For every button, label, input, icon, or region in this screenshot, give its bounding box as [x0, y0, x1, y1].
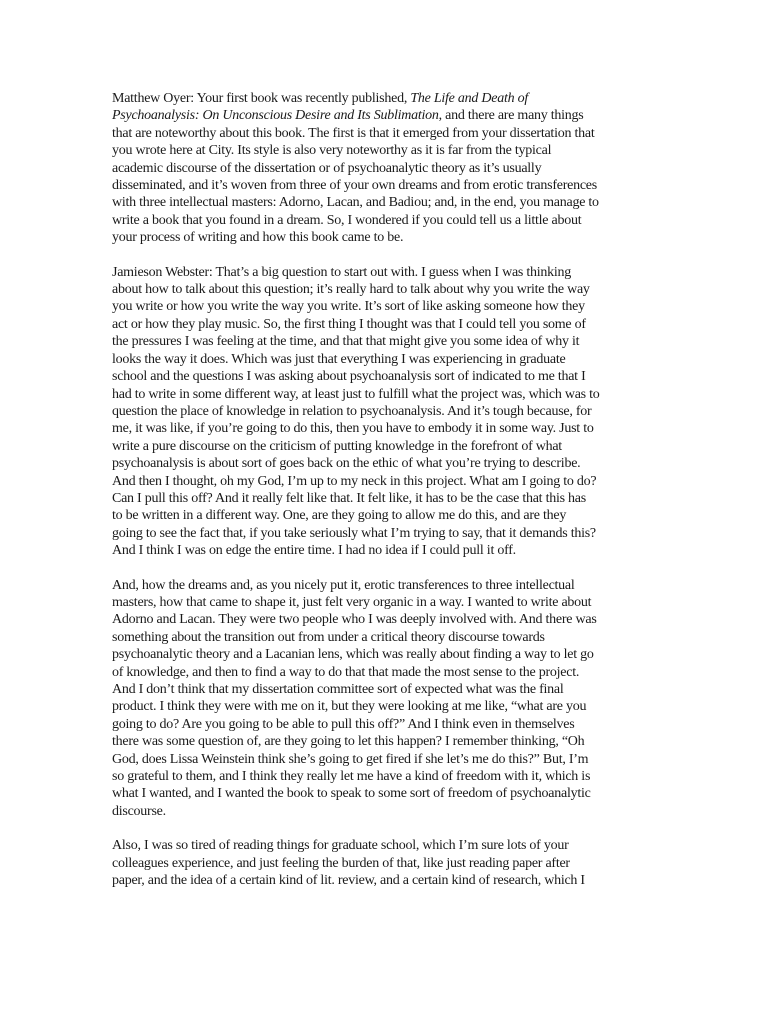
text-line — [112, 194, 653, 211]
paragraph-1 — [112, 90, 653, 247]
line-text: Also, I was so tired of reading things for graduate school, which I’m sure lots of your — [112, 838, 569, 854]
text-line — [112, 420, 653, 437]
line-text: you write or how you write the way you write. It’s sort of like asking someone how they — [112, 299, 585, 315]
line-text: about how to talk about this question; it’s really hard to talk about why you write the way — [112, 282, 590, 298]
text-line — [112, 298, 653, 315]
text-line — [112, 803, 653, 820]
line-text: act or how they play music. So, the first thing I thought was that I could tell you some of — [112, 316, 586, 332]
line-text: , and there are many things — [438, 108, 584, 124]
line-text: me, it was like, if you’re going to do this, then you have to embody it in some way. Just to — [112, 421, 594, 437]
line-text: Matthew Oyer: Your first book was recently published, — [112, 91, 411, 106]
text-line — [112, 577, 653, 594]
text-line — [112, 525, 653, 542]
line-text: paper, and the idea of a certain kind of lit. review, and a certain kind of research, which I — [112, 873, 585, 889]
line-text: so grateful to them, and I think they really let me have a kind of freedom with it, which is — [112, 769, 591, 785]
line-text: to be written in a different way. One, are they going to allow me do this, and are they — [112, 508, 567, 524]
text-line — [112, 698, 653, 715]
text-line — [112, 855, 653, 872]
line-text: that are noteworthy about this book. The first is that it emerged from your dissertation that — [112, 125, 595, 141]
text-line — [112, 542, 653, 559]
line-text: with three intellectual masters: Adorno, Lacan, and Badiou; and, in the end, you manage to — [112, 195, 599, 211]
line-text: write a book that you found in a dream. So, I wondered if you could tell us a little about — [112, 212, 582, 228]
text-line — [112, 490, 653, 507]
text-line — [112, 386, 653, 403]
line-text: academic discourse of the dissertation or of psychoanalytic theory as it’s usually — [112, 160, 542, 176]
line-text: product. I think they were with me on it, but they were looking at me like, “what are you — [112, 699, 587, 715]
line-text: And then I thought, oh my God, I’m up to my neck in this project. What am I going to do? — [112, 473, 597, 489]
text-line — [112, 351, 653, 368]
text-line — [112, 611, 653, 628]
book-title-italic: Psychoanalysis: On Unconscious Desire and Its Sublimation — [112, 108, 439, 124]
line-text: And, how the dreams and, as you nicely put it, erotic transferences to three intellectual — [112, 577, 575, 593]
text-line — [112, 142, 653, 159]
text-line — [112, 212, 653, 229]
text-line — [112, 125, 653, 142]
text-line — [112, 368, 653, 385]
line-text: had to write in some different way, at least just to fulfill what the project was, which was to — [112, 386, 600, 402]
text-line — [112, 629, 653, 646]
line-text: what I wanted, and I wanted the book to speak to some sort of freedom of psychoanalytic — [112, 786, 591, 802]
line-text: psychoanalysis is about sort of goes back on the ethic of what you’re trying to describe. — [112, 456, 581, 472]
line-text: And I don’t think that my dissertation committee sort of expected what was the final — [112, 682, 564, 697]
line-text: masters, how that came to shape it, just felt very organic in a way. I wanted to write about — [112, 594, 592, 610]
text-line — [112, 785, 653, 802]
paragraph-3 — [112, 577, 653, 821]
text-line — [112, 507, 653, 524]
text-line — [112, 473, 653, 490]
text-line — [112, 107, 653, 124]
text-line — [112, 837, 653, 854]
line-text: of knowledge, and then to find a way to do that that made the most sense to the project. — [112, 664, 580, 680]
text-line — [112, 90, 653, 107]
line-text: your process of writing and how this book came to be. — [112, 230, 404, 246]
line-text: school and the questions I was asking about psychoanalysis sort of indicated to me that I — [112, 369, 586, 385]
text-line — [112, 681, 653, 698]
text-line — [112, 333, 653, 350]
line-text: And I think I was on edge the entire time. I had no idea if I could pull it off. — [112, 543, 516, 559]
line-text: going to do? Are you going to be able to pull this off?” And I think even in themselves — [112, 716, 575, 732]
line-text: disseminated, and it’s woven from three of your own dreams and from erotic transferences — [112, 178, 597, 194]
line-text: Can I pull this off? And it really felt like that. It felt like, it has to be the case that this has — [112, 490, 586, 506]
text-line — [112, 594, 653, 611]
line-text: write a pure discourse on the criticism of putting knowledge in the forefront of what — [112, 438, 562, 454]
text-line — [112, 872, 653, 889]
line-text: the pressures I was feeling at the time, and that that might give you some idea of why it — [112, 334, 580, 350]
text-line — [112, 281, 653, 298]
text-line — [112, 751, 653, 768]
paragraph-2 — [112, 264, 653, 560]
paragraph-4 — [112, 837, 653, 889]
document-page — [112, 90, 653, 906]
line-text: going to see the fact that, if you take seriously what I’m trying to say, that it demands this? — [112, 525, 596, 541]
line-text: God, does Lissa Weinstein think she’s going to get fired if she let’s me do this?” But, I’m — [112, 751, 589, 767]
line-text: Adorno and Lacan. They were two people who I was deeply involved with. And there was — [112, 612, 597, 628]
line-text: psychoanalytic theory and a Lacanian lens, which was really about finding a way to let go — [112, 647, 594, 663]
line-text: there was some question of, are they going to let this happen? I remember thinking, “Oh — [112, 734, 585, 750]
text-line — [112, 403, 653, 420]
line-text: something about the transition out from under a critical theory discourse towards — [112, 629, 545, 645]
line-text: you wrote here at City. Its style is also very noteworthy as it is far from the typical — [112, 143, 552, 159]
text-line — [112, 646, 653, 663]
line-text: discourse. — [112, 803, 166, 819]
text-line — [112, 438, 653, 455]
line-text: colleagues experience, and just feeling the burden of that, like just reading paper after — [112, 855, 570, 871]
line-text: Jamieson Webster: That’s a big question to start out with. I guess when I was thinking — [112, 264, 572, 280]
line-text: looks the way it does. Which was just that everything I was experiencing in graduate — [112, 351, 566, 367]
text-line — [112, 229, 653, 246]
text-line — [112, 264, 653, 281]
text-line — [112, 664, 653, 681]
line-text: question the place of knowledge in relation to psychoanalysis. And it’s tough because, for — [112, 403, 592, 419]
text-line — [112, 177, 653, 194]
book-title-italic: The Life and Death of — [410, 91, 528, 106]
text-line — [112, 160, 653, 177]
text-line — [112, 316, 653, 333]
text-line — [112, 716, 653, 733]
text-line — [112, 455, 653, 472]
text-line — [112, 733, 653, 750]
text-line — [112, 768, 653, 785]
